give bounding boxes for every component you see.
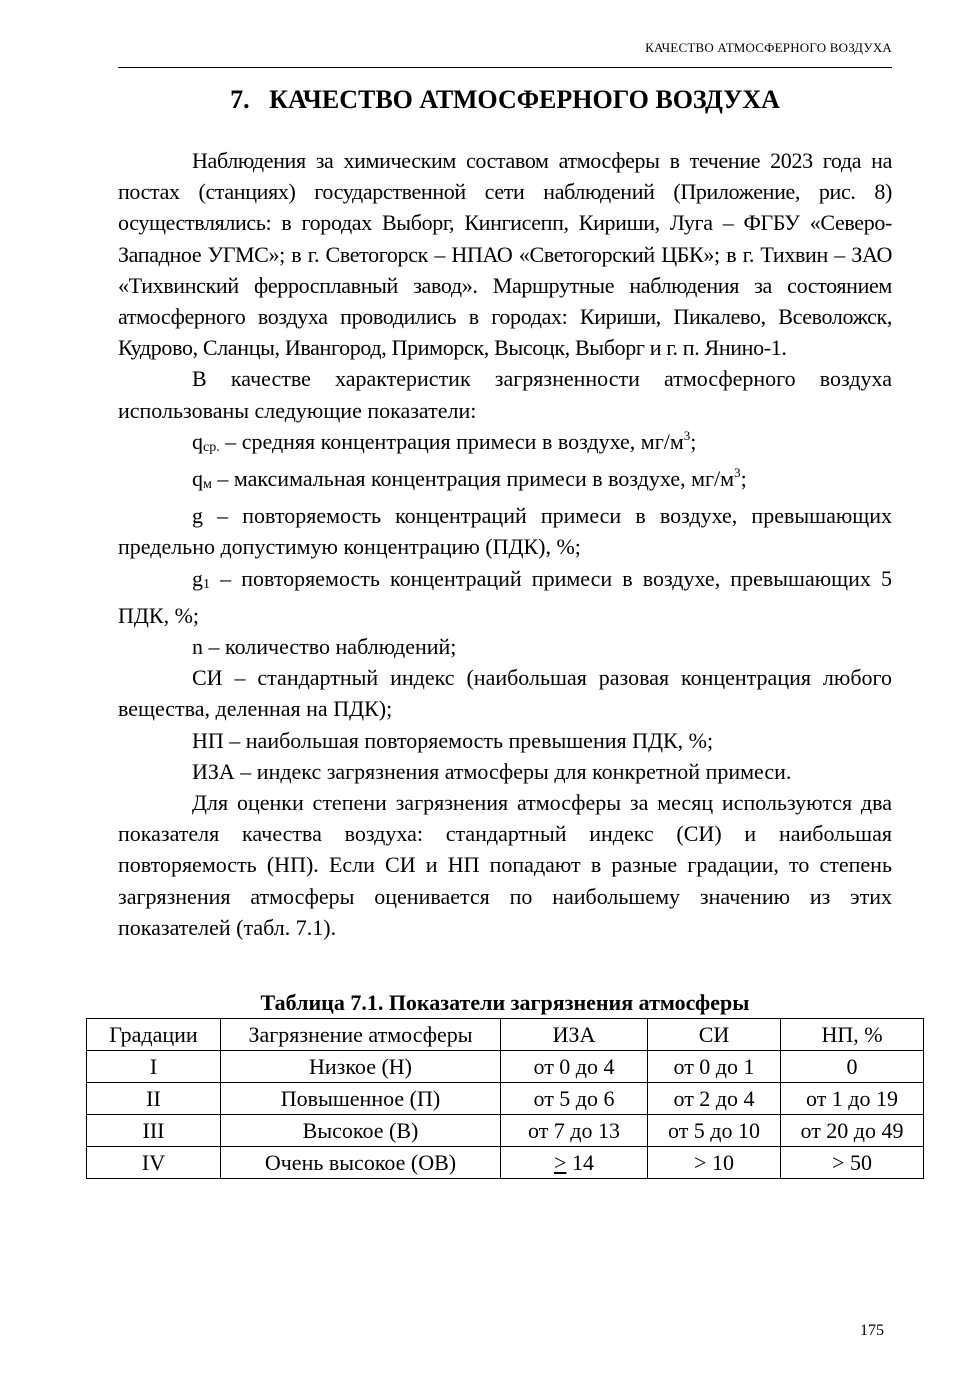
header-iza: ИЗА	[501, 1019, 648, 1051]
chapter-number: 7.	[230, 85, 250, 114]
cell-iza: от 5 до 6	[501, 1083, 648, 1115]
cell-si: > 10	[648, 1147, 781, 1179]
g1-symbol: g	[192, 565, 203, 591]
definition-si: СИ – стандартный индекс (наибольшая разовая концентрация любого вещества, деленная на ПДК);	[118, 665, 892, 722]
definition-qm	[118, 463, 892, 500]
cell-grade: II	[87, 1083, 221, 1115]
table-caption: Таблица 7.1. Показатели загрязнения атмосферы	[260, 990, 750, 1015]
table-row	[87, 1115, 924, 1147]
cell-grade: I	[87, 1051, 221, 1083]
cell-level: Очень высокое (ОВ)	[221, 1147, 501, 1179]
qcp-text: – средняя концентрация примеси в воздухе, мг/м	[219, 428, 684, 454]
definition-np: НП – наибольшая повторяемость превышения ПДК, %;	[192, 727, 714, 753]
iza-gte-symbol: >	[554, 1149, 567, 1175]
paragraph-assessment: Для оценки степени загрязнения атмосферы за месяц используются два показателя качества воздуха: стандартный индекс (СИ) и наибольшая повторяемость (НП). Если СИ и НП попадают в разные градации, то степень загрязнения атмосферы оценивается по наибольшему значению из этих показателей (табл. 7.1).	[118, 790, 892, 940]
cell-level: Высокое (В)	[221, 1115, 501, 1147]
header-np: НП, %	[781, 1019, 924, 1051]
body-text	[118, 145, 892, 943]
definition-g1	[118, 563, 892, 631]
qm-sup: 3	[734, 465, 741, 481]
chapter-title-text: КАЧЕСТВО АТМОСФЕРНОГО ВОЗДУХА	[269, 85, 780, 114]
pollution-grades-table	[86, 1018, 924, 1179]
cell-si: от 5 до 10	[648, 1115, 781, 1147]
definition-n: n – количество наблюдений;	[192, 634, 457, 660]
qm-subscript: м	[203, 477, 212, 493]
qcp-sup: 3	[683, 427, 691, 443]
cell-np: > 50	[781, 1147, 924, 1179]
header-grade: Градации	[87, 1019, 221, 1051]
definition-iza: ИЗА – индекс загрязнения атмосферы для конкретной примеси.	[192, 758, 792, 784]
iza-gte-value: 14	[566, 1149, 594, 1175]
g1-subscript: 1	[203, 576, 210, 592]
page-number: 175	[860, 1322, 884, 1339]
cell-grade: III	[87, 1115, 221, 1147]
qcp-symbol: q	[192, 428, 203, 454]
header-rule	[118, 67, 892, 68]
table-row	[87, 1051, 924, 1083]
paragraph-stations: Наблюдения за химическим составом атмосферы в течение 2023 года на постах (станциях) государственной сети наблюдений (Приложение, рис. 8) осуществлялись: в городах Выборг, Кингисепп, Кириши, Луга – ФГБУ «Северо-Западное УГМС»; в г. Светогорск – НПАО «Светогорский ЦБК»; в г. Тихвин – ЗАО «Тихвинский ферросплавный завод». Маршрутные наблюдения за состоянием атмосферного воздуха проводились в городах: Кириши, Пикалево, Всеволожск, Кудрово, Сланцы, Ивангород, Приморск, Высоцк, Выборг и г. п. Янино-1.	[118, 148, 892, 361]
cell-iza: от 0 до 4	[501, 1051, 648, 1083]
cell-level: Низкое (Н)	[221, 1051, 501, 1083]
chapter-title	[118, 82, 892, 118]
table-row	[87, 1083, 924, 1115]
cell-np: 0	[781, 1051, 924, 1083]
table-row	[87, 1147, 924, 1179]
cell-iza: от 7 до 13	[501, 1115, 648, 1147]
qm-symbol: q	[192, 466, 203, 492]
header-si: СИ	[648, 1019, 781, 1051]
running-header: КАЧЕСТВО АТМОСФЕРНОГО ВОЗДУХА	[645, 40, 892, 55]
qm-text: – максимальная концентрация примеси в воздухе, мг/м	[211, 466, 735, 492]
table-header-row	[87, 1019, 924, 1051]
paragraph-indicators-intro: В качестве характеристик загрязненности атмосферного воздуха использованы следующие показатели:	[118, 366, 892, 423]
qcp-subscript: ср.	[203, 439, 220, 455]
definition-g: g – повторяемость концентраций примеси в воздухе, превышающих предельно допустимую концентрацию (ПДК), %;	[118, 503, 892, 560]
cell-grade: IV	[87, 1147, 221, 1179]
qm-end: ;	[740, 466, 747, 492]
cell-level: Повышенное (П)	[221, 1083, 501, 1115]
cell-np: от 20 до 49	[781, 1115, 924, 1147]
cell-si: от 2 до 4	[648, 1083, 781, 1115]
cell-iza	[501, 1147, 648, 1179]
g1-text: – повторяемость концентраций примеси в воздухе, превышающих 5 ПДК, %;	[118, 565, 892, 628]
qcp-end: ;	[690, 428, 697, 454]
cell-si: от 0 до 1	[648, 1051, 781, 1083]
cell-np: от 1 до 19	[781, 1083, 924, 1115]
definition-qcp	[118, 426, 892, 463]
header-pollution: Загрязнение атмосферы	[221, 1019, 501, 1051]
